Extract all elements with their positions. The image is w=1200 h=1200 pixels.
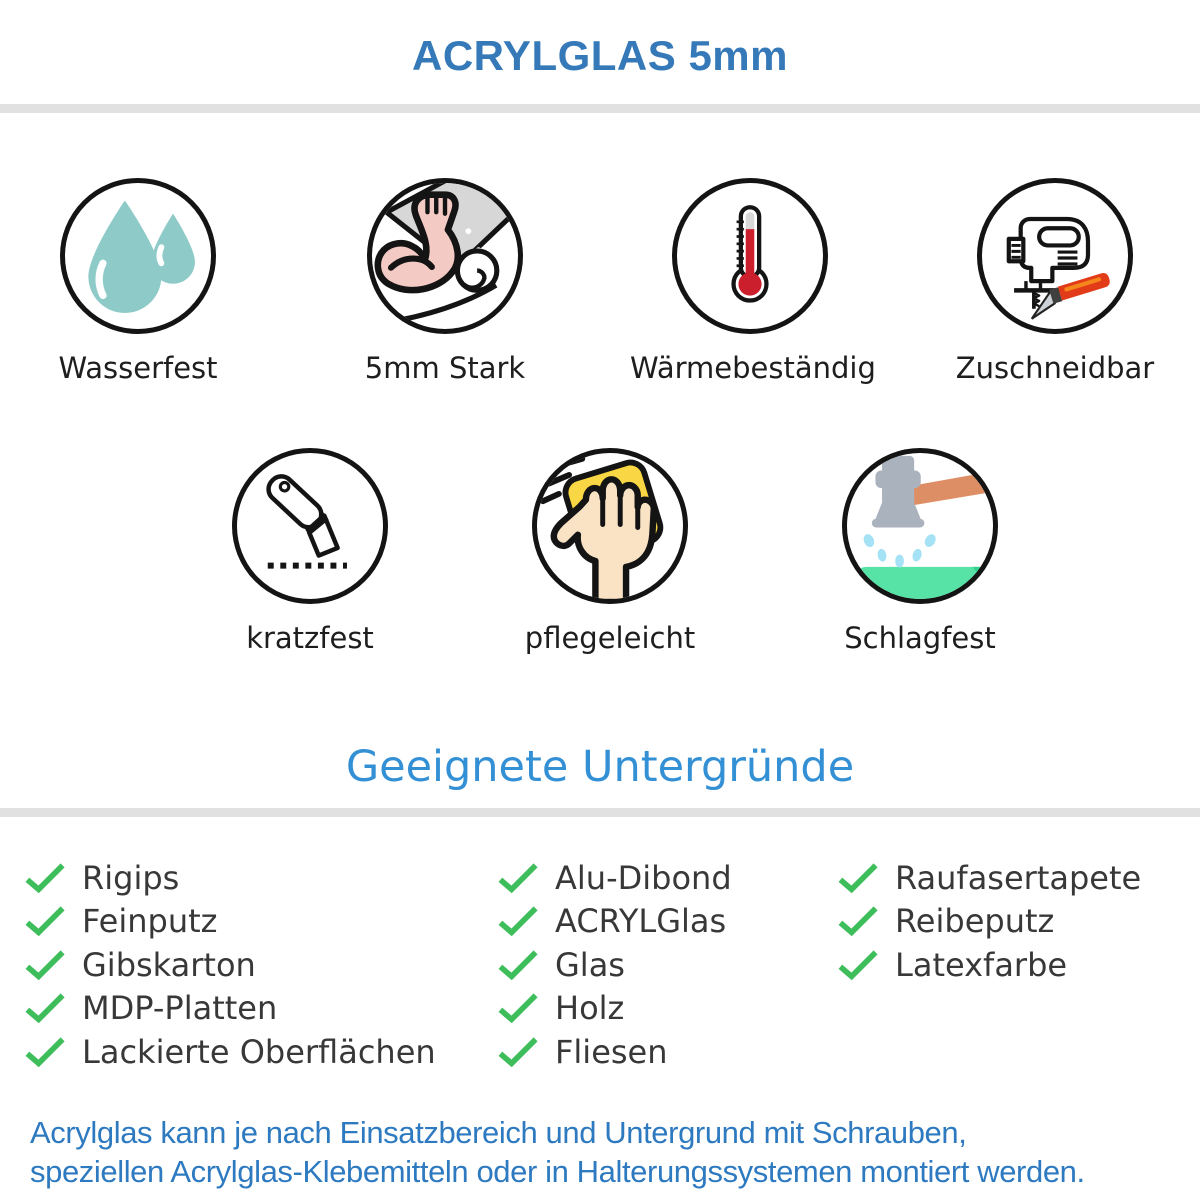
muscle-arm-sheet-icon — [367, 178, 523, 334]
feature-waermebestaendig — [630, 178, 876, 388]
list-item-label: ACRYLGlas — [555, 902, 727, 941]
check-icon — [25, 1037, 65, 1067]
divider-bar — [0, 808, 1200, 817]
list-item — [498, 900, 732, 944]
check-icon — [25, 993, 65, 1023]
list-item — [838, 900, 1141, 944]
list-item — [25, 900, 436, 944]
mounting-note-line2: speziellen Acrylglas-Klebemitteln oder in Halterungssystemen montiert werden. — [30, 1154, 1085, 1189]
surfaces-column-2 — [498, 856, 732, 1074]
feature-kratzfest — [190, 448, 430, 658]
check-icon — [838, 950, 878, 980]
feature-wasserfest — [18, 178, 258, 388]
check-icon — [498, 863, 538, 893]
list-item-label: Lackierte Oberflächen — [82, 1032, 436, 1071]
list-item — [838, 943, 1141, 987]
section-title: Geeignete Untergründe — [345, 742, 855, 792]
feature-label: Zuschneidbar — [955, 351, 1155, 385]
list-item — [498, 943, 732, 987]
list-item — [498, 987, 732, 1031]
list-item — [498, 856, 732, 900]
feature-label: kratzfest — [246, 621, 374, 655]
feature-label: 5mm Stark — [364, 351, 526, 385]
check-icon — [498, 993, 538, 1023]
jigsaw-cutter-icon — [977, 178, 1133, 334]
feature-zuschneidbar — [935, 178, 1175, 388]
mounting-note-line1: Acrylglas kann je nach Einsatzbereich und Untergrund mit Schrauben, — [30, 1115, 967, 1150]
list-item — [838, 856, 1141, 900]
list-item-label: Feinputz — [82, 902, 218, 941]
list-item-label: Holz — [555, 989, 625, 1028]
feature-label: pflegeleicht — [524, 621, 696, 655]
check-icon — [25, 906, 65, 936]
list-item-label: Fliesen — [555, 1032, 668, 1071]
mounting-note — [30, 1113, 1180, 1191]
check-icon — [498, 906, 538, 936]
feature-label: Schlagfest — [844, 621, 996, 655]
list-item-label: MDP-Platten — [82, 989, 278, 1028]
check-icon — [498, 1037, 538, 1067]
divider-bar — [0, 104, 1200, 113]
check-icon — [25, 950, 65, 980]
list-item — [25, 856, 436, 900]
list-item-label: Latexfarbe — [895, 945, 1068, 984]
list-item — [25, 987, 436, 1031]
check-icon — [498, 950, 538, 980]
list-item-label: Alu-Dibond — [555, 858, 732, 897]
list-item-label: Glas — [555, 945, 625, 984]
feature-schlagfest — [800, 448, 1040, 658]
surfaces-column-1 — [25, 856, 436, 1074]
list-item-label: Rigips — [82, 858, 180, 897]
feature-label: Wasserfest — [58, 351, 218, 385]
list-item-label: Reibeputz — [895, 902, 1055, 941]
hammer-icon — [842, 448, 998, 604]
thermometer-icon — [672, 178, 828, 334]
feature-5mm-stark — [325, 178, 565, 388]
surfaces-column-3 — [838, 856, 1141, 987]
list-item-label: Gibskarton — [82, 945, 256, 984]
list-item — [498, 1030, 732, 1074]
water-drops-icon — [60, 178, 216, 334]
cleaning-hand-icon — [532, 448, 688, 604]
utility-knife-icon — [232, 448, 388, 604]
check-icon — [838, 863, 878, 893]
list-item-label: Raufasertapete — [895, 858, 1142, 897]
list-item — [25, 943, 436, 987]
check-icon — [25, 863, 65, 893]
feature-label: Wärmebeständig — [630, 351, 876, 385]
list-item — [25, 1030, 436, 1074]
page-title: ACRYLGLAS 5mm — [412, 32, 788, 79]
check-icon — [838, 906, 878, 936]
feature-pflegeleicht — [490, 448, 730, 658]
